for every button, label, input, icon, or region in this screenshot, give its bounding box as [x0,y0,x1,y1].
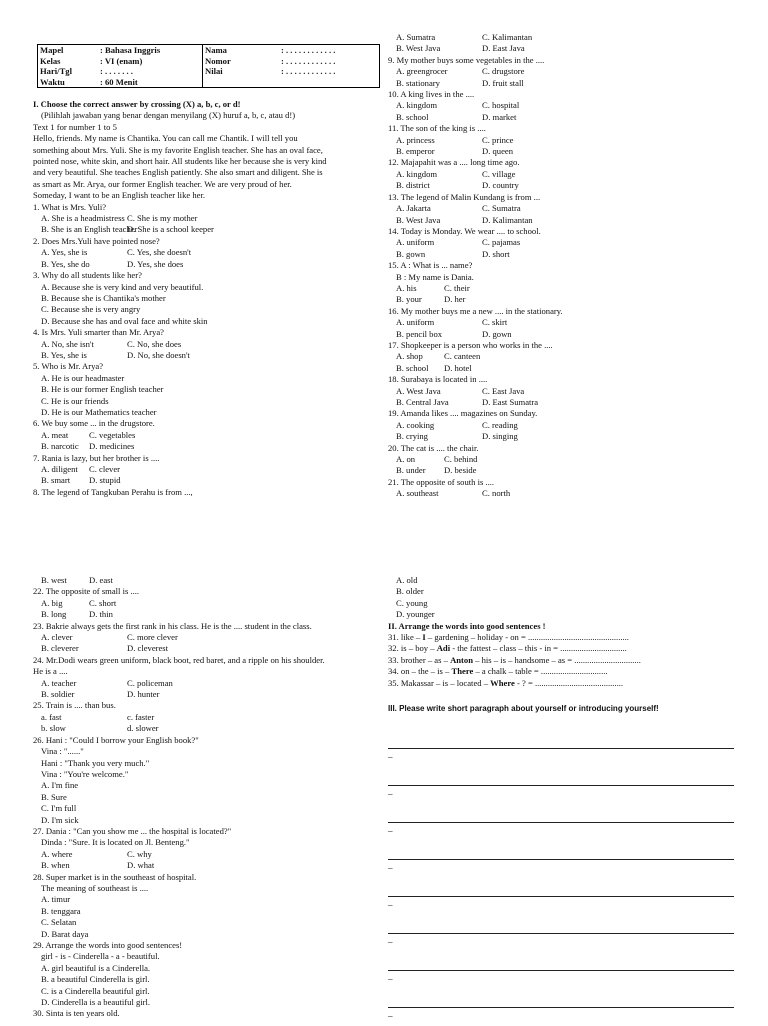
writing-line[interactable] [388,933,734,934]
option[interactable]: A. uniform [396,317,435,328]
left-column-bottom [33,575,393,1020]
option-row [388,329,758,340]
question-text: 13. The legend of Malin Kundang is from ... [388,191,541,202]
question-text: 1. What is Mrs. Yuli? [33,201,107,212]
question-text: 7. Rania is lazy, but her brother is .... [33,452,160,463]
option-line: The meaning of southeast is .... [41,882,149,893]
question-text: 18. Surabaya is located in .... [388,374,488,385]
header-value [279,77,380,88]
option[interactable]: C. East Java [482,385,525,396]
writing-line-block[interactable] [388,952,738,989]
option-row [33,350,383,361]
option[interactable]: C. village [482,168,516,179]
option[interactable]: C. Sumatra [482,203,521,214]
option-row [33,723,393,734]
option-row [388,351,758,362]
option-row [33,259,383,270]
header-label: Waktu [40,76,65,87]
option[interactable]: A. kingdom [396,168,438,179]
option-row [33,712,393,723]
line-dash: – [388,789,393,799]
option[interactable]: A. No, she isn't [41,338,94,349]
writing-line[interactable] [388,970,734,971]
question-text: 22. The opposite of small is .... [33,586,140,597]
question-text: 16. My mother buys me a new .... in the stationary. [388,305,563,316]
option[interactable]: C. why [127,848,152,859]
option[interactable]: D. her [444,294,466,305]
line-dash: – [388,826,393,836]
option[interactable]: C. canteen [444,351,481,362]
option-row [388,488,758,499]
option[interactable]: C. Yes, she doesn't [127,247,192,258]
option-row [33,643,393,654]
option-line: B. tenggara [41,905,81,916]
option-row [388,249,758,260]
option[interactable]: A. greengrocer [396,66,448,77]
passage-line: Someday, I want to be an English teacher like her. [33,190,205,201]
option[interactable]: C. behind [444,454,478,465]
section2-title: II. Arrange the words into good sentences ! [388,620,546,631]
arrange-item [388,632,748,643]
option[interactable]: D. She is a school keeper [127,224,214,235]
option[interactable]: A. shop [396,351,423,362]
option[interactable]: c. faster [127,711,155,722]
option[interactable]: B. smart [41,475,71,486]
option-row [388,78,758,89]
option[interactable]: D. market [482,111,517,122]
option[interactable]: B. gown [396,248,426,259]
option[interactable]: C. vegetables [89,429,136,440]
writing-line-block[interactable] [388,730,738,767]
option-line: C. I'm full [41,803,77,814]
option-line: C. is a Cinderella beautiful girl. [41,985,150,996]
option-row [33,224,383,235]
option[interactable]: C. north [482,488,511,499]
arrange-rest: – his – is – handsome – as = ............................... [473,654,641,665]
option-row [33,632,393,643]
option-row [388,32,758,43]
option-line: D. I'm sick [41,814,79,825]
option-row [388,180,758,191]
writing-line[interactable] [388,1007,734,1008]
option-row [388,146,758,157]
option[interactable]: D. beside [444,465,477,476]
option[interactable]: C. Kalimantan [482,32,533,42]
option-row [33,247,383,258]
option[interactable]: D. cleverest [127,643,169,654]
option[interactable]: A. princess [396,134,435,145]
question-text: 8. The legend of Tangkuban Perahu is from ..., [33,486,193,497]
question-text: 12. Majapahit was a .... long time ago. [388,157,520,168]
option-row [388,283,758,294]
option[interactable]: C. skirt [482,317,508,328]
option[interactable]: C. reading [482,419,518,430]
section1-title: I. Choose the correct answer by crossing (X) a, b, c, or d! [33,99,241,109]
option[interactable]: D. Kalimantan [482,214,533,225]
option-row [388,317,758,328]
writing-line[interactable] [388,822,734,823]
option[interactable]: D. fruit stall [482,77,524,88]
writing-area[interactable] [388,730,738,1026]
option[interactable]: D. country [482,180,519,191]
passage-line: Hello, friends. My name is Chantika. You can call me Chantik. I will tell you [33,133,298,144]
option-row [388,454,758,465]
option-line: A. girl beautiful is a Cinderella. [41,962,151,973]
header-label: Nama [203,45,280,56]
option[interactable]: B. district [396,180,430,191]
option[interactable]: D. what [127,860,155,871]
option[interactable]: B. stationary [396,77,440,88]
header-label: Nilai [203,66,280,77]
arrange-words: 31. like – [388,632,423,643]
arrange-words: 35. Makassar – is – located – [388,677,491,688]
arrange-words-list [388,632,748,689]
option-row [33,575,393,586]
header-label: Kelas [40,55,61,66]
line-dash: – [388,937,393,947]
option[interactable]: A. Jakarta [396,203,431,214]
option-row [388,237,758,248]
option[interactable]: D. East Java [482,43,525,54]
header-row [38,66,380,77]
option-row [33,689,393,700]
option-line: D. Barat daya [41,928,89,939]
option[interactable]: B. Yes, she do [41,258,90,269]
writing-line-block[interactable] [388,989,738,1026]
header-value: : . . . . . . . [100,66,133,76]
header-label: Mapel [40,45,64,55]
line-dash: – [388,752,393,762]
question-text: 20. The cat is .... the chair. [388,442,479,453]
option[interactable]: D. stupid [89,475,121,486]
question-text: 28. Super market is in the southeast of hospital. [33,871,197,882]
arrange-item [388,666,748,677]
header-label: Nomor [203,56,280,67]
option-row [33,430,383,441]
question-text: 6. We buy some ... in the drugstore. [33,418,155,429]
option[interactable]: A. West Java [396,385,441,396]
questions-1-8 [33,202,383,499]
option-row [388,203,758,214]
question-text: 29. Arrange the words into good sentences! [33,940,183,950]
option[interactable]: A. She is a headmistress [41,213,125,224]
option[interactable]: D. hotel [444,362,472,373]
option[interactable]: a. fast [41,711,62,722]
question-text: 30. Sinta is ten years old. [33,1008,120,1019]
option[interactable]: B. Yes, she is [41,349,87,360]
passage-line: something about Mrs. Yuli. She is my favorite English teacher. She has an oval face, [33,144,323,155]
option-row [388,169,758,180]
question-text: 24. Mr.Dodi wears green uniform, black boot, red baret, and a ripple on his shoulder. [33,654,325,665]
option[interactable]: D. east [89,575,113,585]
option[interactable]: B. West Java [396,43,441,54]
option[interactable]: A. his [396,282,417,293]
option[interactable]: D. hunter [127,689,160,700]
option-row [33,598,393,609]
option-row [33,475,383,486]
option[interactable]: B. your [396,294,422,305]
question-text: 25. Train is .... than bus. [33,700,116,711]
option-row [33,441,383,452]
option[interactable]: B. narcotic [41,441,79,452]
option[interactable]: B. pencil box [396,328,443,339]
option-line: B. a beautiful Cinderella is girl. [41,974,150,985]
arrange-words: 32. is – boy – [388,643,437,654]
passage-line: as smart as Mr. Arya, our former English teacher. We are very proud of her. [33,178,292,189]
option-line: B. Because she is Chantika's mother [41,292,166,303]
option-row [33,849,393,860]
header-label: Hari/Tgl [40,66,72,76]
header-label [203,77,280,88]
question-text: 23. Bakrie always gets the first rank in his class. He is the .... student in the class. [33,620,312,631]
question-text: 3. Why do all students like her? [33,270,142,281]
option[interactable]: D. queen [482,146,514,157]
question-text: 15. A : What is ... name? [388,260,473,271]
question-text-cont: He is a .... [33,666,68,677]
option[interactable]: D. No, she doesn't [127,349,190,360]
option-line: Vina : "......" [41,746,84,757]
writing-line-block[interactable] [388,767,738,804]
option-row [33,213,383,224]
option[interactable]: C. short [89,597,117,608]
arrange-keyword: Where [490,677,515,688]
option[interactable]: B. soldier [41,689,75,700]
option[interactable]: D. Yes, she does [127,258,184,269]
arrange-item [388,643,748,654]
question-text: 21. The opposite of south is .... [388,476,495,487]
exam-info-table [37,44,380,88]
option[interactable]: C. pajamas [482,237,521,248]
header-row [38,45,380,56]
option-row [388,43,758,54]
option[interactable]: A. Sumatra [396,32,436,42]
option-row [388,397,758,408]
question-text: 2. Does Mrs.Yuli have pointed nose? [33,235,160,246]
line-dash: – [388,900,393,910]
question-text: 26. Hani : "Could I borrow your English book?" [33,734,199,745]
option-line: Dinda : "Sure. It is located on Jl. Benteng." [41,837,190,848]
question-text: 14. Today is Monday. We wear .... to school. [388,225,541,236]
text-label: Text 1 for number 1 to 5 [33,121,117,132]
option[interactable]: A. uniform [396,237,435,248]
option-row [388,465,758,476]
question-text: 10. A king lives in the .... [388,89,475,100]
header-value: : Bahasa Inggris [100,45,161,55]
option[interactable]: B. She is an English teacher [41,224,138,235]
header-value: : . . . . . . . . . . . . [281,55,336,66]
option-row [33,339,383,350]
question-text: 4. Is Mrs. Yuli smarter than Mr. Arya? [33,327,164,338]
arrange-words: 33. brother – as – [388,654,451,665]
header-row [38,77,380,88]
option[interactable]: D. East Sumatra [482,397,539,407]
writing-line-block[interactable] [388,804,738,841]
option-line: C. Because she is very angry [41,304,141,315]
option-row [388,215,758,226]
option[interactable]: A. old [396,575,418,585]
option-line: A. Because she is very kind and very beautiful. [41,281,204,292]
option[interactable]: C. their [444,282,470,293]
option[interactable]: A. where [41,848,73,859]
option-line: B. He is our former English teacher [41,384,164,395]
question-text: 5. Who is Mr. Arya? [33,361,104,372]
option[interactable]: d. slower [127,723,159,734]
option[interactable]: C. young [396,597,428,608]
header-value: : VI (enam) [100,55,143,66]
option[interactable]: D. thin [89,609,113,620]
option[interactable]: C. more clever [127,632,178,643]
arrange-item [388,655,748,666]
header-value: : . . . . . . . . . . . . [281,45,336,55]
option[interactable]: A. diligent [41,464,78,474]
question-30-options [388,575,748,621]
option[interactable]: C. prince [482,134,514,145]
question-text: 17. Shopkeeper is a person who works in the .... [388,339,553,350]
option[interactable]: A. meat [41,429,69,440]
line-dash: – [388,863,393,873]
arrange-rest: – gardening – holiday - on = ............................................... [425,632,629,643]
writing-line[interactable] [388,785,734,786]
passage-line: pointed nose, white skin, and short hair. All students like her because she is very kind [33,156,327,167]
option[interactable]: A. Yes, she is [41,247,88,258]
option-line: D. Because she has and oval face and white skin [41,315,208,326]
option-line: C. Selatan [41,917,77,928]
arrange-rest: – a chalk – table = ............................... [473,666,608,677]
left-column-top [33,99,383,498]
header-row [38,56,380,67]
option[interactable]: A. southeast [396,488,439,499]
right-column-top [388,32,758,500]
option[interactable]: B. Central Java [396,397,449,407]
option-row [33,464,383,475]
option[interactable]: D. gown [482,328,512,339]
section1-subtitle: (Pilihlah jawaban yang benar dengan menyilang (X) huruf a, b, c, atau d!) [41,110,296,121]
option[interactable]: B. West Java [396,214,441,225]
option-row [33,860,393,871]
question-text: 19. Amanda likes .... magazines on Sunday. [388,408,538,419]
option[interactable]: A. cooking [396,419,435,430]
option[interactable]: B. emperor [396,146,435,157]
writing-line[interactable] [388,896,734,897]
option-row [388,100,758,111]
option[interactable]: A. kingdom [396,100,438,111]
arrange-keyword: There [451,666,474,677]
writing-line[interactable] [388,748,734,749]
option[interactable]: A. big [41,597,63,608]
option[interactable]: A. clever [41,632,73,643]
option-row [388,135,758,146]
option[interactable]: D. singing [482,431,518,442]
option[interactable]: B. school [396,362,429,373]
option-line: C. He is our friends [41,395,109,406]
option[interactable]: B. long [41,609,67,620]
arrange-item [388,678,748,689]
option[interactable]: C. She is my mother [127,213,198,224]
option[interactable]: B. older [396,586,424,597]
option[interactable]: b. slow [41,723,66,734]
writing-line[interactable] [388,859,734,860]
option-row [33,678,393,689]
option[interactable]: D. short [482,248,510,259]
option-line: A. I'm fine [41,780,79,791]
option[interactable]: D. medicines [89,441,135,452]
option[interactable]: C. drugstore [482,66,525,77]
option[interactable]: C. policeman [127,677,173,688]
option-line: A. He is our headmaster [41,372,125,383]
question-text: 9. My mother buys some vegetables in the .... [388,54,545,65]
option[interactable]: B. west [41,575,67,585]
option[interactable]: D. younger [396,609,435,620]
option-line: D. Cinderella is a beautiful girl. [41,997,151,1008]
option-row [388,363,758,374]
option-row [388,294,758,305]
option[interactable]: B. cleverer [41,643,79,654]
option[interactable]: C. clever [89,464,121,474]
option-row [388,431,758,442]
option-line: Hani : "Thank you very much." [41,757,150,768]
option[interactable]: A. teacher [41,677,77,688]
option-line: B. Sure [41,791,67,802]
arrange-rest: - ? = ......................................... [514,677,624,688]
line-dash: – [388,1011,393,1021]
option-line: girl - is - Cinderella - a - beautiful. [41,951,160,962]
option-row [388,386,758,397]
option[interactable]: B. under [396,465,426,476]
header-value: : 60 Menit [100,76,138,87]
option[interactable]: C. No, she does [127,338,182,349]
option-row [388,112,758,123]
section3-title: III. Please write short paragraph about yourself or introducing yourself! [388,704,659,713]
writing-line-block[interactable] [388,915,738,952]
arrange-keyword: Adi [436,643,451,654]
option-row [388,66,758,77]
option-row [388,420,758,431]
arrange-keyword: Anton [450,654,473,665]
header-box [37,44,380,88]
passage-line: and very beautiful. She teaches English patiently. She also smart and diligent. She is [33,167,323,178]
option[interactable]: B. when [41,860,70,871]
header-value: : . . . . . . . . . . . . [281,66,336,76]
right-column-bottom [388,575,748,689]
option[interactable]: B. school [396,111,429,122]
option-line: Vina : "You're welcome." [41,768,129,779]
reading-passage [33,133,383,201]
option-line: D. He is our Mathematics teacher [41,406,157,417]
option-row [33,609,393,620]
arrange-keyword: I [422,632,426,643]
line-dash: – [388,974,393,984]
arrange-words: 34. on – the – is – [388,666,452,677]
arrange-rest: - the fattest – class – this - in = ............................... [450,643,627,654]
writing-line-block[interactable] [388,878,738,915]
writing-line-block[interactable] [388,841,738,878]
option[interactable]: A. on [396,454,416,465]
option-line: A. timur [41,894,71,905]
question-text: 27. Dania : "Can you show me ... the hospital is located?" [33,825,232,836]
option[interactable]: C. hospital [482,100,520,111]
option-line: B : My name is Dania. [396,271,474,282]
question-text: 11. The son of the king is .... [388,123,486,134]
option[interactable]: B. crying [396,431,428,442]
